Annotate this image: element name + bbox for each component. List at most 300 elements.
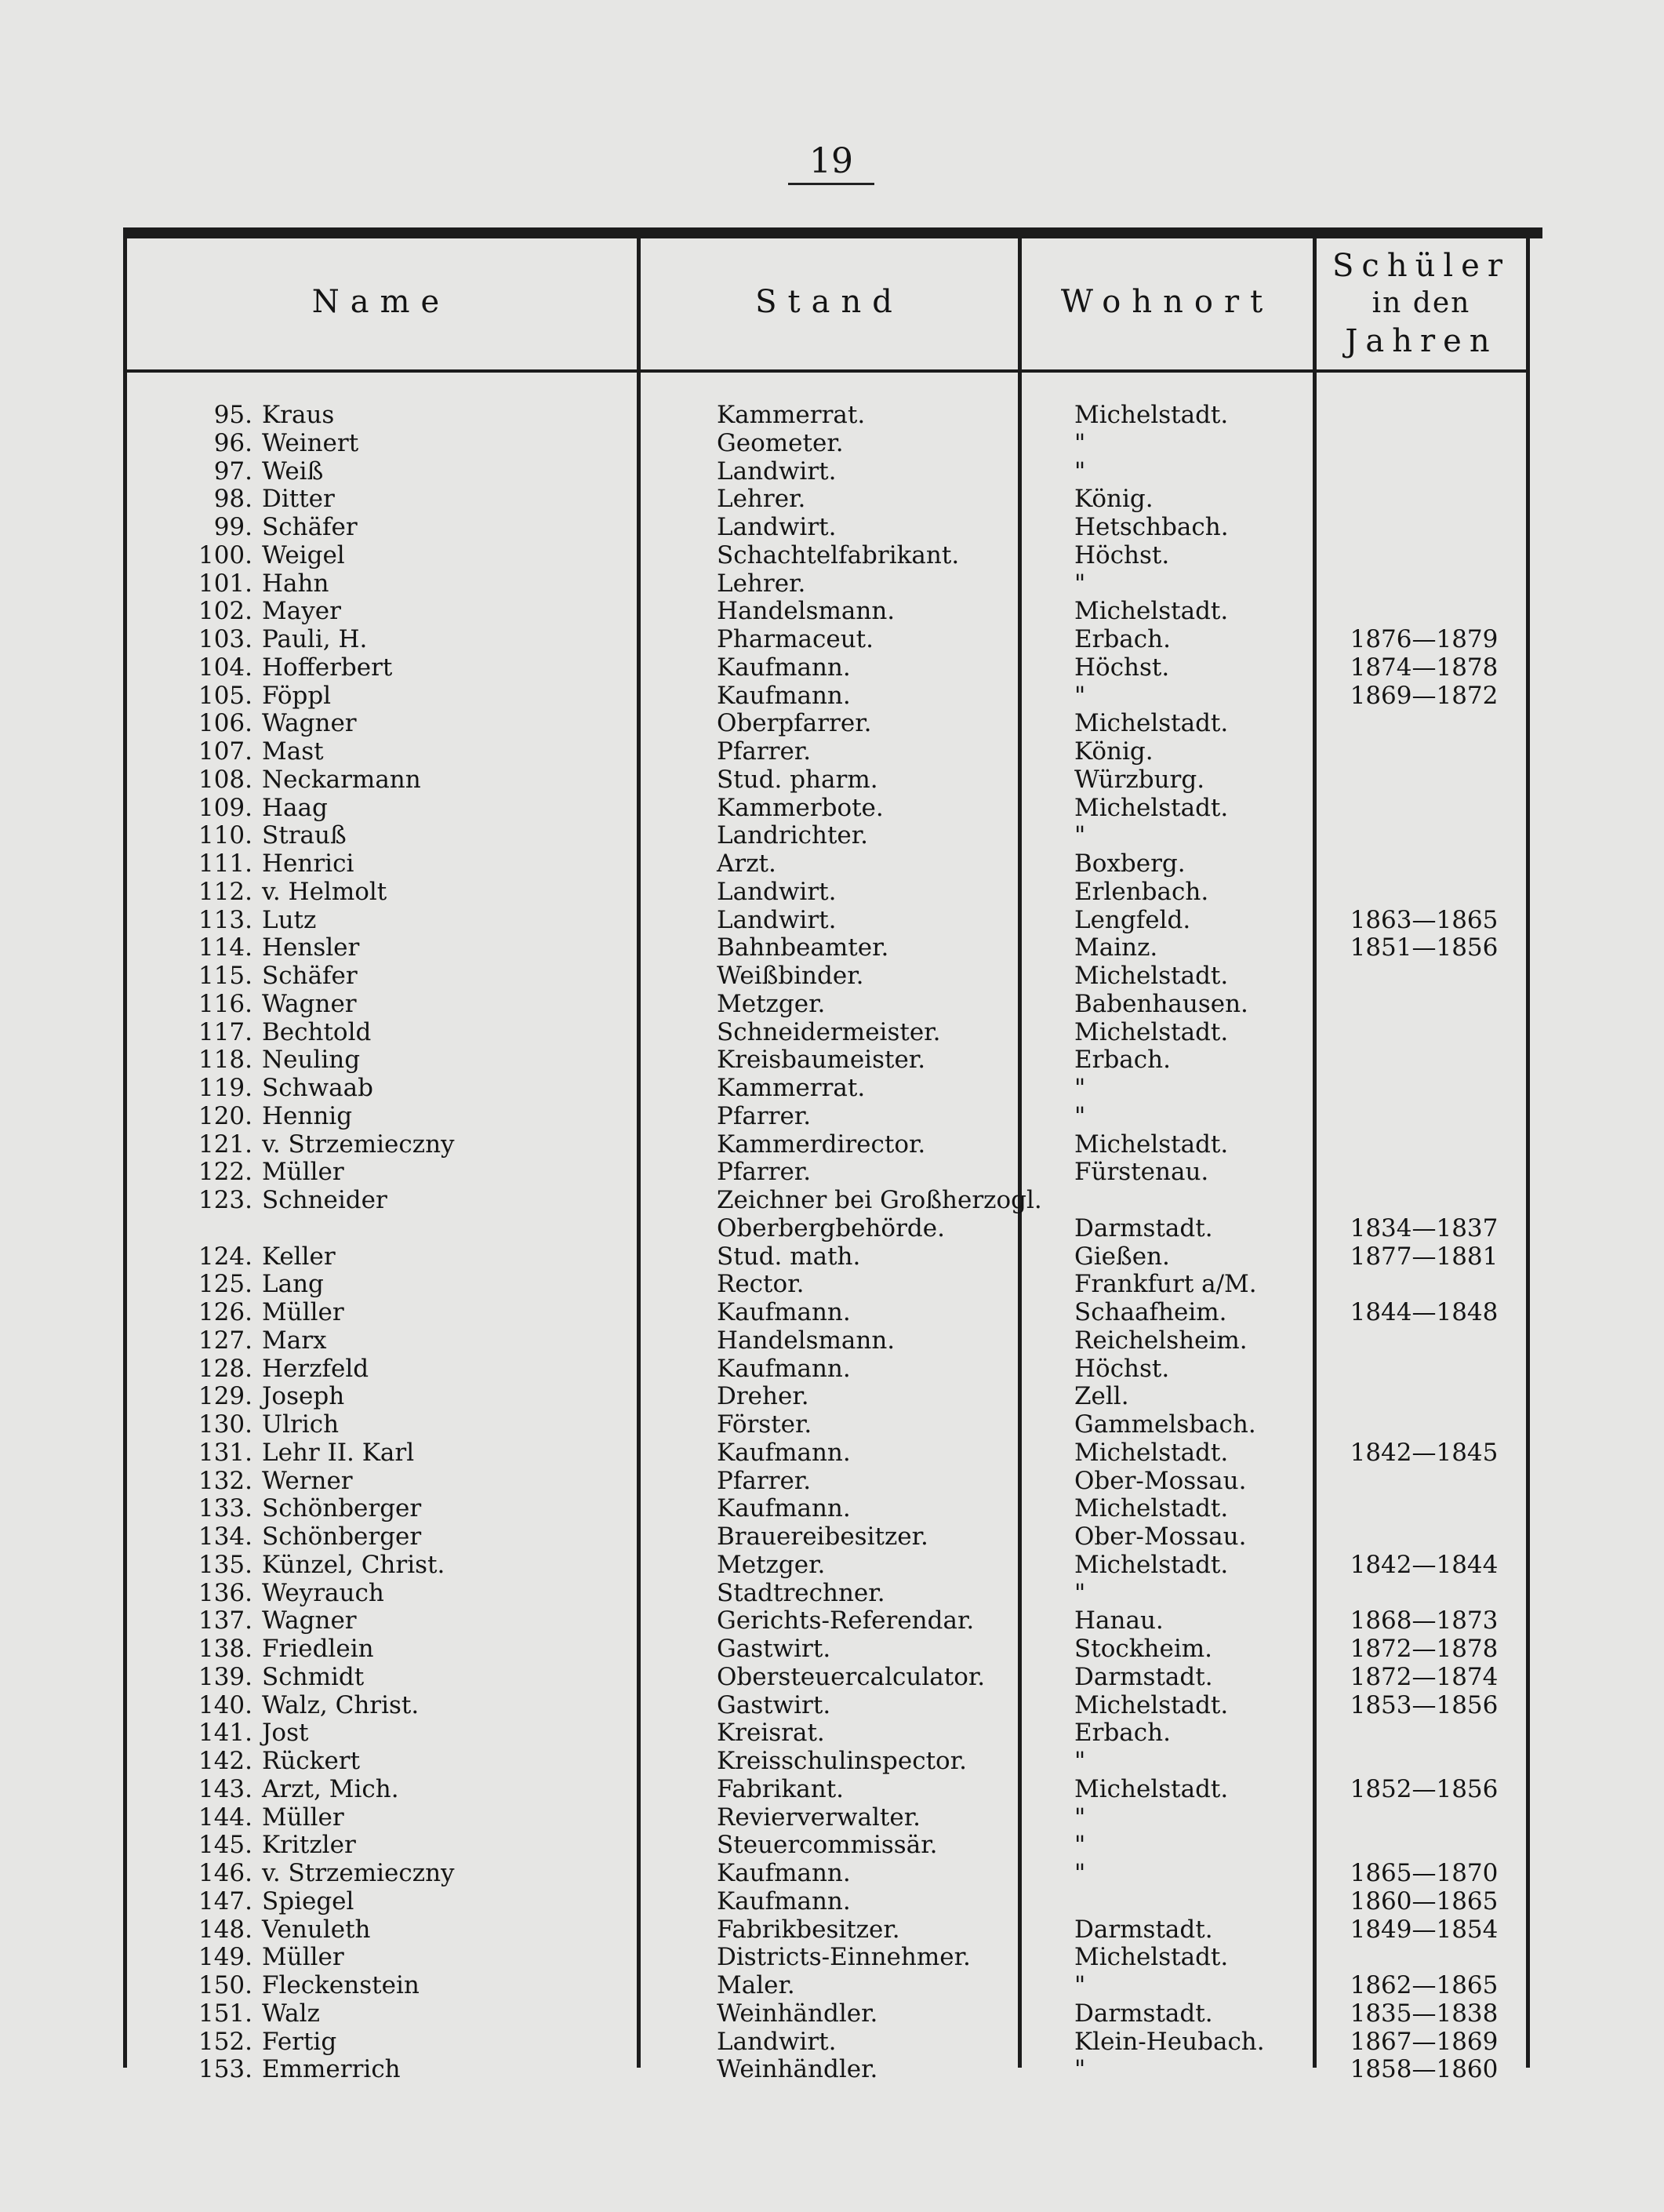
table-row [0,1692,1664,1720]
row-stand: Arzt. [717,850,776,878]
row-number: 124. [198,1242,253,1271]
row-name: Spiegel [262,1886,354,1915]
table-row [0,1046,1664,1075]
table-row [0,850,1664,879]
row-name: Schneider [262,1186,387,1214]
row-wohnort: " [1074,1803,1086,1832]
row-stand: Lehrer. [717,485,806,514]
table-row [0,1719,1664,1748]
table-row [0,1944,1664,1972]
row-number: 150. [198,1971,253,1999]
row-stand: Schachtelfabrikant. [717,540,960,569]
row-number: 141. [198,1719,253,1748]
row-number: 133. [198,1494,253,1523]
table-row [0,795,1664,823]
table-row [0,1468,1664,1496]
row-wohnort: " [1074,1747,1086,1775]
row-stand: Handelsmann. [717,597,896,626]
row-stand: Schneidermeister. [717,1017,941,1046]
row-wohnort: Babenhausen. [1074,989,1248,1018]
row-name: Hahn [262,569,329,598]
table-row [0,626,1664,654]
table-row [0,654,1664,682]
row-name: Müller [262,1803,344,1832]
row-wohnort: Höchst. [1074,653,1170,682]
row-stand: Landwirt. [717,905,837,934]
row-wohnort: König. [1074,737,1154,766]
row-stand: Kammerrat. [717,401,866,429]
row-number: 129. [198,1382,253,1411]
row-name: Marx [262,1326,327,1355]
table-row [0,1439,1664,1468]
row-wohnort: Darmstadt. [1074,1999,1213,2028]
table-row [0,1299,1664,1327]
row-name: Föppl [262,681,332,710]
header-schueler-line2: in den [1372,287,1471,319]
row-number: 118. [198,1046,253,1075]
row-number: 142. [198,1747,253,1775]
table-row [0,430,1664,458]
table-row [0,682,1664,711]
row-wohnort: Michelstadt. [1074,1774,1229,1803]
row-name: Kraus [262,401,335,429]
row-number: 130. [198,1410,253,1439]
row-jahre: 1849—1854 [1350,1915,1499,1944]
row-wohnort: " [1074,1578,1086,1607]
row-wohnort: Erbach. [1074,1046,1171,1075]
row-stand: Fabrikant. [717,1774,845,1803]
row-jahre: 1842—1844 [1350,1550,1499,1579]
row-wohnort: Erlenbach. [1074,877,1209,906]
row-jahre: 1858—1860 [1350,2055,1499,2084]
row-jahre: 1860—1865 [1350,1886,1499,1915]
row-wohnort: Michelstadt. [1074,1550,1229,1579]
row-name: Wagner [262,1606,357,1635]
row-name: v. Helmolt [262,877,387,906]
table-row [0,1607,1664,1635]
row-name: Ditter [262,485,335,514]
top-rule [123,227,1542,238]
row-wohnort: Michelstadt. [1074,709,1229,738]
table-row [0,486,1664,514]
table-row [0,2056,1664,2084]
row-number: 123. [198,1186,253,1214]
row-number: 153. [198,2055,253,2084]
row-jahre: 1869—1872 [1350,681,1499,710]
row-number: 111. [198,850,253,878]
table-row [0,1383,1664,1411]
row-name: Müller [262,1943,344,1972]
row-stand: Zeichner bei Großherzogl. [717,1186,1042,1214]
row-wohnort: Zell. [1074,1382,1129,1411]
row-name: Ulrich [262,1410,340,1439]
row-number: 107. [198,737,253,766]
row-name: Jost [262,1719,309,1748]
row-wohnort: Mainz. [1074,933,1158,962]
table-row [0,934,1664,962]
row-wohnort: " [1074,681,1086,710]
row-stand: Pharmaceut. [717,625,874,653]
row-number: 104. [198,653,253,682]
row-name: Rückert [262,1747,361,1775]
row-number: 103. [198,625,253,653]
row-number: 149. [198,1943,253,1972]
row-jahre: 1834—1837 [1350,1213,1499,1242]
row-number: 131. [198,1438,253,1467]
row-wohnort: Erbach. [1074,1719,1171,1748]
row-number: 125. [198,1270,253,1299]
row-number: 105. [198,681,253,710]
row-number: 97. [213,457,253,486]
table-row [0,1019,1664,1047]
table-row [0,542,1664,570]
row-stand: Oberbergbehörde. [717,1213,945,1242]
row-wohnort: Klein-Heubach. [1074,2027,1265,2056]
row-number: 144. [198,1803,253,1832]
row-number: 115. [198,962,253,990]
row-number: 128. [198,1354,253,1383]
row-stand: Kreisrat. [717,1719,825,1748]
row-name: Wagner [262,989,357,1018]
header-schueler-line3: Jahren [1345,323,1498,359]
row-wohnort: Frankfurt a/M. [1074,1270,1257,1299]
row-name: Emmerrich [262,2055,401,2084]
row-name: Hofferbert [262,653,393,682]
header-rule [123,369,1530,373]
table-row [0,514,1664,542]
row-number: 101. [198,569,253,598]
row-name: Pauli, H. [262,625,368,653]
row-name: Lang [262,1270,324,1299]
row-jahre: 1865—1870 [1350,1859,1499,1887]
row-jahre: 1872—1874 [1350,1662,1499,1691]
row-jahre: 1851—1856 [1350,933,1499,962]
row-stand: Maler. [717,1971,795,1999]
row-number: 119. [198,1074,253,1102]
row-wohnort: Michelstadt. [1074,793,1229,822]
row-stand: Weinhändler. [717,2055,878,2084]
table-row [0,1832,1664,1860]
table-row [0,1916,1664,1945]
table-row [0,458,1664,486]
row-wohnort: Würzburg. [1074,765,1205,794]
row-stand: Kaufmann. [717,681,851,710]
table-row [0,738,1664,766]
row-name: Mast [262,737,324,766]
row-name: Walz [262,1999,320,2028]
row-number: 108. [198,765,253,794]
row-name: Müller [262,1158,344,1187]
row-wohnort: " [1074,1101,1086,1130]
row-stand: Kaufmann. [717,1886,851,1915]
row-stand: Pfarrer. [717,737,812,766]
row-number: 116. [198,989,253,1018]
table-row [0,1860,1664,1888]
table-row [0,2028,1664,2057]
row-number: 136. [198,1578,253,1607]
row-number: 147. [198,1886,253,1915]
table-row [0,1804,1664,1832]
row-stand: Kammerbote. [717,793,884,822]
row-jahre: 1835—1838 [1350,1999,1499,2028]
row-wohnort: Ober-Mossau. [1074,1523,1247,1551]
table-row [0,1411,1664,1439]
row-number: 134. [198,1523,253,1551]
row-name: Weinert [262,428,359,457]
row-stand: Handelsmann. [717,1326,896,1355]
row-stand: Bahnbeamter. [717,933,889,962]
row-stand: Stadtrechner. [717,1578,885,1607]
row-name: Keller [262,1242,336,1271]
table-row [0,2000,1664,2028]
row-jahre: 1842—1845 [1350,1438,1499,1467]
row-number: 106. [198,709,253,738]
table-row [0,1552,1664,1580]
row-name: Schmidt [262,1662,365,1691]
table-row [0,1215,1664,1243]
row-name: Hennig [262,1101,353,1130]
row-number: 114. [198,933,253,962]
row-wohnort: Lengfeld. [1074,905,1191,934]
table-row [0,1271,1664,1299]
row-wohnort: Michelstadt. [1074,597,1229,626]
row-stand: Kreisschulinspector. [717,1747,967,1775]
row-number: 148. [198,1915,253,1944]
row-stand: Pfarrer. [717,1101,812,1130]
row-wohnort: Michelstadt. [1074,1690,1229,1719]
table-row [0,1159,1664,1187]
row-stand: Brauereibesitzer. [717,1523,928,1551]
row-stand: Landwirt. [717,877,837,906]
row-name: Neckarmann [262,765,421,794]
row-name: Walz, Christ. [262,1690,420,1719]
row-wohnort: Gammelsbach. [1074,1410,1256,1439]
row-number: 146. [198,1859,253,1887]
row-number: 113. [198,905,253,934]
row-wohnort: Darmstadt. [1074,1213,1213,1242]
row-name: v. Strzemieczny [262,1130,455,1159]
table-row [0,1748,1664,1776]
row-name: Müller [262,1298,344,1326]
row-jahre: 1844—1848 [1350,1298,1499,1326]
table-row [0,710,1664,738]
row-number: 152. [198,2027,253,2056]
page-number: 19 [788,141,874,185]
row-stand: Kreisbaumeister. [717,1046,926,1075]
row-name: Weiß [262,457,324,486]
header-name: Name [311,284,451,320]
row-number: 100. [198,540,253,569]
row-stand: Metzger. [717,989,826,1018]
row-stand: Kammerdirector. [717,1130,926,1159]
row-number: 102. [198,597,253,626]
row-number: 127. [198,1326,253,1355]
table-row [0,766,1664,795]
table-row [0,1495,1664,1523]
row-name: Henrici [262,850,354,878]
row-jahre: 1863—1865 [1350,905,1499,934]
row-stand: Geometer. [717,428,844,457]
row-stand: Obersteuercalculator. [717,1662,986,1691]
row-wohnort: Michelstadt. [1074,962,1229,990]
row-number: 95. [213,401,253,429]
row-name: Schönberger [262,1494,422,1523]
row-name: Weyrauch [262,1578,384,1607]
table-row [0,1327,1664,1355]
row-stand: Weinhändler. [717,1999,878,2028]
row-wohnort: " [1074,1831,1086,1860]
row-wohnort: Michelstadt. [1074,401,1229,429]
row-number: 98. [213,485,253,514]
row-stand: Gastwirt. [717,1635,831,1663]
row-wohnort: Michelstadt. [1074,1494,1229,1523]
row-name: Fertig [262,2027,337,2056]
row-stand: Gerichts-Referendar. [717,1606,975,1635]
row-jahre: 1872—1878 [1350,1635,1499,1663]
row-wohnort: Darmstadt. [1074,1915,1213,1944]
header-stand: Stand [755,284,903,320]
row-stand: Kaufmann. [717,1494,851,1523]
row-name: Schäfer [262,513,358,541]
row-name: Schönberger [262,1523,422,1551]
table-row [0,598,1664,626]
table-row [0,1635,1664,1664]
row-stand: Stud. math. [717,1242,861,1271]
row-number: 117. [198,1017,253,1046]
row-jahre: 1868—1873 [1350,1606,1499,1635]
table-row [0,1355,1664,1384]
row-stand: Rector. [717,1270,805,1299]
row-wohnort: Höchst. [1074,1354,1170,1383]
row-stand: Landwirt. [717,457,837,486]
row-number: 140. [198,1690,253,1719]
table-row [0,822,1664,850]
table-row [0,1103,1664,1131]
row-stand: Kaufmann. [717,1859,851,1887]
row-name: Joseph [262,1382,345,1411]
row-wohnort: " [1074,2055,1086,2084]
row-number: 138. [198,1635,253,1663]
row-wohnort: Michelstadt. [1074,1130,1229,1159]
row-number: 151. [198,1999,253,2028]
row-stand: Kammerrat. [717,1074,866,1102]
row-name: Venuleth [262,1915,371,1944]
row-jahre: 1862—1865 [1350,1971,1499,1999]
row-stand: Dreher. [717,1382,809,1411]
row-wohnort: Reichelsheim. [1074,1326,1248,1355]
row-stand: Kaufmann. [717,1438,851,1467]
row-name: Schäfer [262,962,358,990]
table-row [0,570,1664,598]
row-jahre: 1876—1879 [1350,625,1499,653]
row-wohnort: " [1074,457,1086,486]
row-wohnort: " [1074,428,1086,457]
table-row [0,1523,1664,1552]
row-name: Werner [262,1466,353,1495]
row-wohnort: Darmstadt. [1074,1662,1213,1691]
row-stand: Kaufmann. [717,1354,851,1383]
row-name: Hensler [262,933,360,962]
row-wohnort: Ober-Mossau. [1074,1466,1247,1495]
table-row [0,1187,1664,1215]
row-wohnort: Erbach. [1074,625,1171,653]
row-name: Bechtold [262,1017,372,1046]
row-stand: Gastwirt. [717,1690,831,1719]
header-wohnort: Wohnort [1060,284,1274,320]
table-row [0,402,1664,430]
row-wohnort: " [1074,1859,1086,1887]
header-schueler-line1: Schüler [1332,248,1510,284]
row-stand: Lehrer. [717,569,806,598]
row-name: Lutz [262,905,317,934]
row-wohnort: Hetschbach. [1074,513,1229,541]
row-stand: Steuercommissär. [717,1831,938,1860]
table-row [0,1776,1664,1804]
row-name: Künzel, Christ. [262,1550,445,1579]
row-jahre: 1852—1856 [1350,1774,1499,1803]
row-name: Weigel [262,540,345,569]
row-stand: Landwirt. [717,2027,837,2056]
table-row [0,1888,1664,1916]
table-row [0,1131,1664,1159]
table-row [0,991,1664,1019]
row-wohnort: Boxberg. [1074,850,1186,878]
row-name: v. Strzemieczny [262,1859,455,1887]
row-number: 132. [198,1466,253,1495]
row-stand: Landwirt. [717,513,837,541]
row-number: 120. [198,1101,253,1130]
row-wohnort: Gießen. [1074,1242,1170,1271]
row-jahre: 1874—1878 [1350,653,1499,682]
table-row [0,1580,1664,1608]
row-name: Friedlein [262,1635,374,1663]
row-number: 135. [198,1550,253,1579]
row-name: Arzt, Mich. [262,1774,399,1803]
row-stand: Oberpfarrer. [717,709,872,738]
row-wohnort: Höchst. [1074,540,1170,569]
row-wohnort: " [1074,1971,1086,1999]
row-stand: Fabrikbesitzer. [717,1915,900,1944]
row-name: Strauß [262,821,347,850]
row-name: Neuling [262,1046,361,1075]
row-name: Lehr II. Karl [262,1438,415,1467]
row-stand: Metzger. [717,1550,826,1579]
row-jahre: 1867—1869 [1350,2027,1499,2056]
row-stand: Districts-Einnehmer. [717,1943,971,1972]
row-number: 137. [198,1606,253,1635]
row-jahre: 1877—1881 [1350,1242,1499,1271]
row-number: 110. [198,821,253,850]
row-wohnort: Michelstadt. [1074,1943,1229,1972]
row-wohnort: Michelstadt. [1074,1438,1229,1467]
row-stand: Landrichter. [717,821,869,850]
row-number: 112. [198,877,253,906]
row-wohnort: Schaafheim. [1074,1298,1227,1326]
row-stand: Revierverwalter. [717,1803,921,1832]
row-stand: Pfarrer. [717,1466,812,1495]
row-wohnort: " [1074,569,1086,598]
row-number: 121. [198,1130,253,1159]
row-name: Herzfeld [262,1354,369,1383]
row-number: 122. [198,1158,253,1187]
row-wohnort: Michelstadt. [1074,1017,1229,1046]
table-row [0,907,1664,935]
table-row [0,1664,1664,1692]
row-wohnort: " [1074,821,1086,850]
row-name: Wagner [262,709,357,738]
row-name: Kritzler [262,1831,356,1860]
row-number: 143. [198,1774,253,1803]
